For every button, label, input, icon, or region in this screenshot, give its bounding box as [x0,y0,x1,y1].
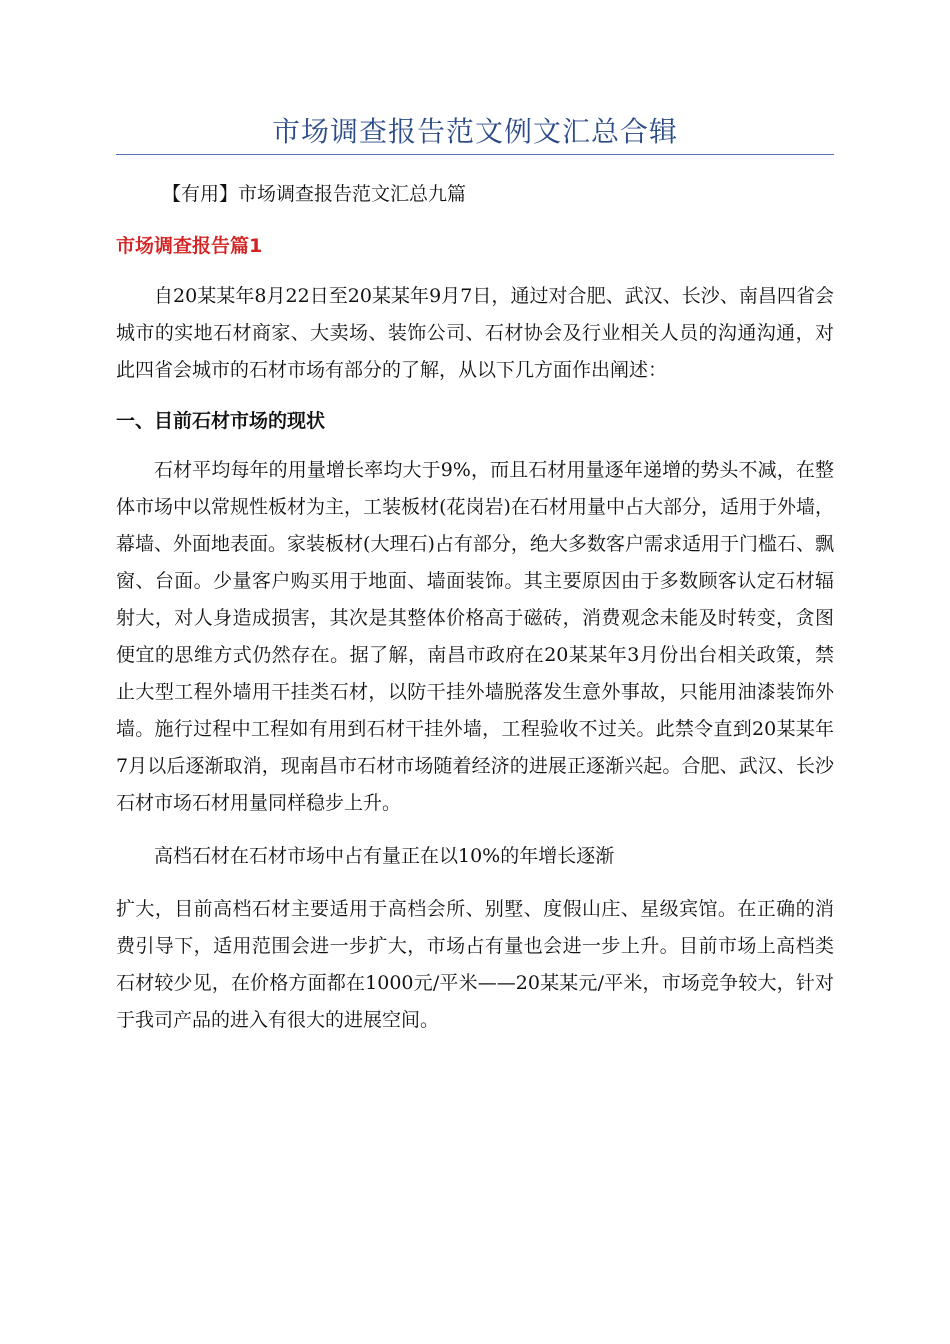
document-body [116,278,834,1039]
high-end-paragraph: 高档石材在石材市场中占有量正在以10%的年增长逐渐 [154,845,615,867]
intro-paragraph: 自20某某年8月22日至20某某年9月7日，通过对合肥、武汉、长沙、南昌四省会城市的实地石材商家、大卖场、装饰公司、石材协会及行业相关人员的沟通沟通，对此四省会城市的石材市场有部分的了解，从以下几方面作出阐述： [116,285,834,381]
market-paragraph: 扩大，目前高档石材主要适用于高档会所、别墅、度假山庄、星级宾馆。在正确的消费引导下，适用范围会进一步扩大，市场占有量也会进一步上升。目前市场上高档类石材较少见，在价格方面都在1000元/平米——20某某元/平米，市场竞争较大，针对于我司产品的进入有很大的进展空间。 [116,898,834,1031]
title-underline [116,154,834,155]
document-subtitle: 【有用】市场调查报告范文汇总九篇 [162,183,467,205]
document-title: 市场调查报告范文例文汇总合辑 [271,115,678,148]
section-heading: 市场调查报告篇1 [116,235,263,257]
status-paragraph: 石材平均每年的用量增长率均大于9%，而且石材用量逐年递增的势头不减，在整体市场中以常规性板材为主，工装板材(花岗岩)在石材用量中占大部分，适用于外墙，幕墙、外面地表面。家装板材(大理石)占有部分，绝大多数客户需求适用于门槛石、飘窗、台面。少量客户购买用于地面、墙面装饰。其主要原因由于多数顾客认定石材辐射大，对人身造成损害，其次是其整体价格高于磁砖，消费观念未能及时转变，贪图便宜的思维方式仍然存在。据了解，南昌市政府在20某某年3月份出台相关政策，禁止大型工程外墙用干挂类石材，以防干挂外墙脱落发生意外事故，只能用油漆装饰外墙。施行过程中工程如有用到石材干挂外墙，工程验收不过关。此禁令直到20某某年7月以后逐渐取消，现南昌市石材市场随着经济的进展正逐渐兴起。合肥、武汉、长沙石材市场石材用量同样稳步上升。 [116,459,834,814]
subheading-current-status: 一、目前石材市场的现状 [116,410,326,432]
